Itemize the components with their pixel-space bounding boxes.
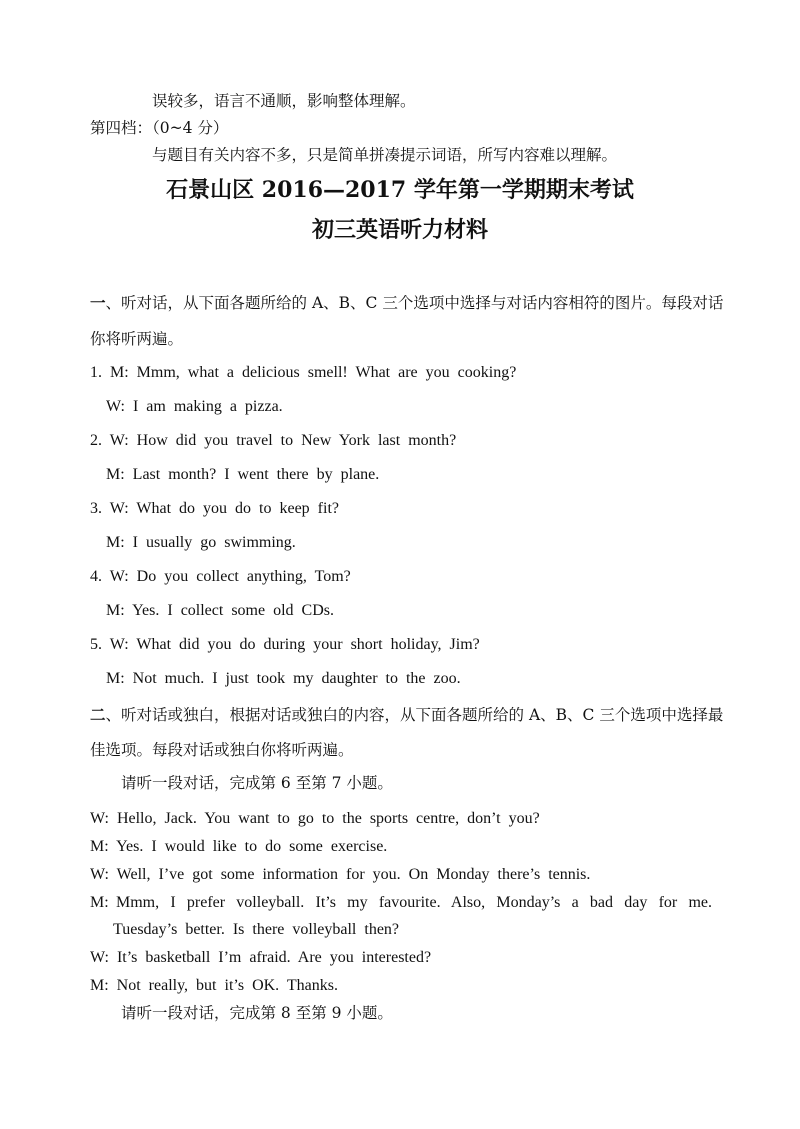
dialog-text: It’s basketball I’m afraid. Are you interested? xyxy=(116,949,432,966)
speaker-label: W: xyxy=(90,949,109,966)
dialog-text: Well, I’ve got some information for you. On Monday there’s tennis. xyxy=(116,866,591,883)
dialog-2-question: 2. W: How did you travel to New York last month? xyxy=(90,432,457,449)
dialog-4-question: 4. W: Do you collect anything, Tom? xyxy=(90,568,351,585)
dialog-line xyxy=(90,837,387,857)
speaker-label: M: xyxy=(90,838,109,855)
section1-instruction-text: 、听对话，从下面各题所给的 A、B、C 三个选项中选择与对话内容相符的图片。每段对话 xyxy=(105,294,724,312)
dialog-line xyxy=(90,948,431,968)
dialog-line xyxy=(90,976,338,996)
section1-number: 一 xyxy=(90,293,106,312)
tier4-label: 第四档：（0~4 分） xyxy=(90,119,229,137)
scoring-text-continued: 误较多，语言不通顺，影响整体理解。 xyxy=(152,92,416,110)
section2-instruction-text: 、听对话或独白，根据对话或独白的内容，从下面各题所给的 A、B、C 三个选项中选择最 xyxy=(105,706,724,724)
speaker-label: W: xyxy=(90,866,109,883)
dialog-2-answer: M: Last month? I went there by plane. xyxy=(106,466,380,483)
speaker-label: M: xyxy=(90,977,109,994)
dialog-4-answer: M: Yes. I collect some old CDs. xyxy=(106,602,334,619)
dialog-text-long: Mmm, I prefer volleyball. It’s my favourite. Also, Monday’s a bad day for me. xyxy=(116,894,712,911)
dialog-1-question: 1. M: Mmm, what a delicious smell! What are you cooking? xyxy=(90,364,517,381)
section1-instruction-line2: 你将听两遍。 xyxy=(90,330,184,348)
dialog-speaker-label: M: xyxy=(90,894,109,911)
dialog-text: Not really, but it’s OK. Thanks. xyxy=(116,977,338,994)
dialog-3-question: 3. W: What do you do to keep fit? xyxy=(90,500,339,517)
dialog-text-continued: Tuesday’s better. Is there volleyball then? xyxy=(113,921,400,938)
dialog-line xyxy=(90,865,590,885)
tier4-description: 与题目有关内容不多，只是简单拼凑提示词语，所写内容难以理解。 xyxy=(152,146,618,164)
section2-prompt-1: 请听一段对话，完成第 6 至第 7 小题。 xyxy=(121,774,393,792)
dialog-3-answer: M: I usually go swimming. xyxy=(106,534,296,551)
section2-instruction-line2: 佳选项。每段对话或独白你将听两遍。 xyxy=(90,741,354,759)
dialog-text: Yes. I would like to do some exercise. xyxy=(116,838,388,855)
dialog-1-answer: W: I am making a pizza. xyxy=(106,398,283,415)
page-title: 石景山区 2016—2017 学年第一学期期末考试 xyxy=(166,177,634,203)
section2-instruction xyxy=(90,705,723,725)
dialog-text: Hello, Jack. You want to go to the sports centre, don’t you? xyxy=(116,810,540,827)
section2-prompt-2: 请听一段对话，完成第 8 至第 9 小题。 xyxy=(121,1004,393,1022)
section2-number: 二 xyxy=(90,705,106,724)
section1-instruction xyxy=(90,293,723,313)
dialog-line xyxy=(90,809,540,829)
page-subtitle: 初三英语听力材料 xyxy=(311,217,488,243)
dialog-5-question: 5. W: What did you do during your short holiday, Jim? xyxy=(90,636,480,653)
speaker-label: W: xyxy=(90,810,109,827)
dialog-5-answer: M: Not much. I just took my daughter to the zoo. xyxy=(106,670,461,687)
